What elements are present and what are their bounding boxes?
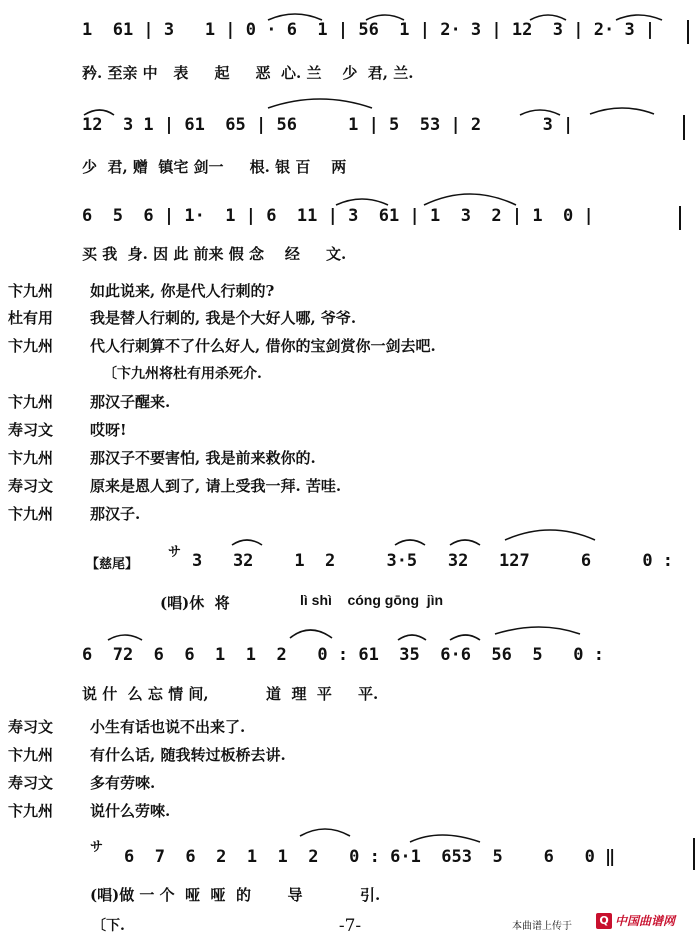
dialogue-text: 小生有话也说不出来了. bbox=[90, 717, 246, 736]
dialogue-text: 如此说来, 你是代人行刺的? bbox=[90, 281, 275, 300]
speaker-name: 卞九州 bbox=[8, 448, 54, 467]
speaker-name: 寿习文 bbox=[8, 773, 54, 792]
slur-mark bbox=[290, 630, 332, 638]
slur-mark bbox=[530, 15, 566, 20]
slur-mark bbox=[84, 110, 114, 115]
slur-mark bbox=[450, 635, 480, 640]
slur-mark bbox=[505, 530, 595, 540]
score-line-2-notes: 12 3 1 | 61 65 | 56 1 | 5 53 | 2 3 | bbox=[82, 115, 574, 135]
dialogue-text: 哎呀! bbox=[90, 420, 127, 439]
dialogue-text: 那汉子. bbox=[90, 504, 141, 523]
dialogue-text: 说什么劳唻. bbox=[90, 801, 171, 820]
dialogue-text: 代人行刺算不了什么好人, 借你的宝剑赏你一剑去吧. bbox=[90, 336, 436, 355]
score-line-5-notes: 6 72 6 6 1 1 2 0 : 61 35 6·6 56 5 0 : bbox=[82, 645, 604, 665]
score-line-6-notes: 6 7 6 2 1 1 2 0 : 6·1 653 5 6 0 ‖ bbox=[124, 847, 616, 867]
free-tempo-marker: サ bbox=[168, 545, 182, 560]
slur-mark bbox=[300, 829, 350, 836]
slur-mark bbox=[590, 108, 654, 114]
section-label: 【慈尾】 bbox=[86, 557, 139, 572]
slur-mark bbox=[424, 194, 516, 205]
slur-mark bbox=[108, 635, 142, 640]
score-line-6-lyrics: (唱)做 一 个 哑 哑 的 导 引. bbox=[90, 886, 381, 904]
slur-mark bbox=[232, 540, 262, 545]
speaker-name: 卞九州 bbox=[8, 281, 54, 300]
speaker-name: 寿习文 bbox=[8, 717, 54, 736]
slur-mark bbox=[336, 199, 388, 205]
speaker-name: 卞九州 bbox=[8, 504, 54, 523]
stage-direction: 〔卞九州将杜有用杀死介. bbox=[103, 366, 262, 382]
slur-mark bbox=[366, 15, 404, 20]
score-line-2-lyrics: 少 君, 赠 镇宅 剑一 根. 银 百 两 bbox=[82, 158, 347, 176]
dialogue-text: 多有劳唻. bbox=[90, 773, 156, 792]
speaker-name: 卞九州 bbox=[8, 801, 54, 820]
slur-mark bbox=[398, 635, 426, 640]
speaker-name: 寿习文 bbox=[8, 476, 54, 495]
slur-mark bbox=[495, 627, 580, 634]
speaker-name: 寿习文 bbox=[8, 420, 54, 439]
slur-mark bbox=[450, 540, 480, 545]
free-tempo-marker: サ bbox=[90, 840, 104, 855]
site-logo[interactable] bbox=[596, 912, 675, 929]
speaker-name: 卞九州 bbox=[8, 336, 54, 355]
score-line-4-lyrics: (唱)休 将 bbox=[160, 594, 230, 612]
slur-mark bbox=[268, 14, 322, 20]
score-line-1-lyrics: 矜. 至亲 中 表 起 恶 心. 兰 少 君, 兰. bbox=[82, 64, 414, 82]
slur-mark bbox=[395, 540, 425, 545]
site-logo-icon: Q bbox=[596, 913, 612, 929]
dialogue-text: 我是替人行刺的, 我是个大好人哪, 爷爷. bbox=[90, 308, 357, 327]
upload-credit: 本曲谱上传于 bbox=[512, 921, 572, 932]
speaker-name: 杜有用 bbox=[8, 308, 54, 327]
slur-mark bbox=[616, 15, 662, 20]
score-line-4-notes: 3 32 1 2 3·5 32 127 6 0 : bbox=[192, 551, 674, 571]
score-line-4-pinyin: lì shì cóng gōng jìn bbox=[300, 592, 444, 608]
dialogue-text: 有什么话, 随我转过板桥去讲. bbox=[90, 745, 286, 764]
dialogue-text: 原来是恩人到了, 请上受我一拜. 苦哇. bbox=[90, 476, 342, 495]
dialogue-text: 那汉子不要害怕, 我是前来救你的. bbox=[90, 448, 316, 467]
score-line-3-notes: 6 5 6 | 1· 1 | 6 11 | 3 61 | 1 3 2 | 1 0 | bbox=[82, 206, 594, 226]
site-logo-text: 中国曲谱网 bbox=[615, 914, 676, 928]
score-line-5-lyrics: 说 什 么 忘 情 间, 道 理 平 平. bbox=[82, 685, 379, 703]
score-line-3-lyrics: 买 我 身. 因 此 前来 假 念 经 文. bbox=[82, 245, 347, 263]
exit-direction: 〔下. bbox=[92, 918, 125, 934]
slur-mark bbox=[410, 835, 480, 842]
slur-mark bbox=[520, 110, 560, 115]
slur-mark bbox=[268, 99, 372, 108]
dialogue-text: 那汉子醒来. bbox=[90, 392, 171, 411]
page-number: -7- bbox=[338, 916, 362, 936]
score-line-1-notes: 1 61 | 3 1 | 0 · 6 1 | 56 1 | 2· 3 | 12 3 | 2· 3 | bbox=[82, 20, 656, 40]
speaker-name: 卞九州 bbox=[8, 745, 54, 764]
speaker-name: 卞九州 bbox=[8, 392, 54, 411]
